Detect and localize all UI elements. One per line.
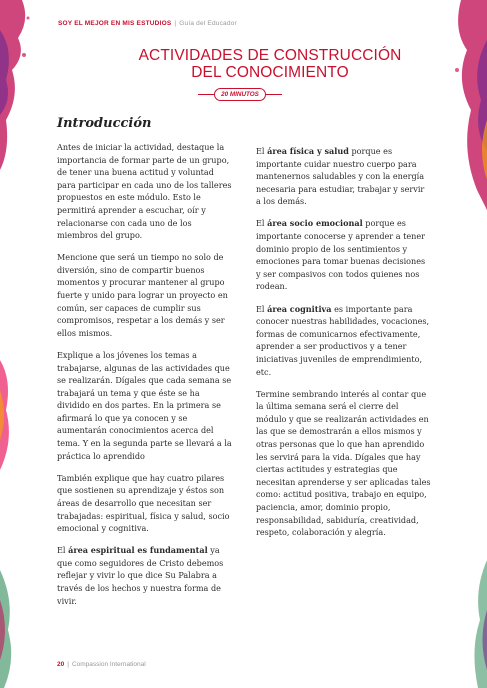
bold-term: área cognitiva	[267, 303, 332, 314]
section-heading: Introducción	[57, 116, 152, 131]
right-column	[256, 145, 431, 548]
text-span: El	[256, 218, 268, 229]
text-span: porque es importante conocerse y aprender a tener dominio propio de los sentimientos y emociones para tomar buenas decisiones y ser compasivos con todos quienes nos rodean.	[256, 218, 426, 292]
footer-organization: Compassion International	[71, 661, 146, 668]
bold-term: área física y salud	[267, 146, 349, 156]
paragraph-cognitive-area	[256, 303, 431, 379]
paragraph: Mencione que será un tiempo no solo de diversión, sino de compartir buenos momentos y procurar mantener al grupo fuerte y unido para lograr un proyecto en común, ser capaces de cumplir sus compromisos, respetar a los demás y ser ellos mismos.	[57, 252, 228, 338]
text-span: ya que como seguidores de Cristo debemos reflejar y vivir lo que dice Su Palabra a través de los hechos y nuestra forma de vivir.	[57, 545, 224, 606]
badge-rule-right	[266, 94, 282, 95]
paragraph: Termine sembrando interés al contar que la última semana será el cierre del módulo y que se realizarán actividades en las que se demostrarán a ellos mismos y otras personas que lo que han aprendido les servirá para la vida. Dígales que hay ciertas actitudes y estrategias que necesitan aprenderse y ser aplicadas tales como: actitud positiva, trabajo en equipo, paciencia, amor, dominio propio, responsabilidad, sabiduría, creatividad, respeto, colaboración y alegría.	[256, 388, 431, 538]
text-span: es importante para conocer nuestras habilidades, vocaciones, formas de comunicarnos efectivamente, aprender a ser productivos y a tener iniciativas juveniles de emprendimiento, etc.	[256, 303, 430, 377]
paint-splash-left-top	[0, 0, 40, 200]
badge-rule-left	[198, 94, 214, 95]
header-book-title: SOY EL MEJOR EN MIS ESTUDIOS	[58, 20, 172, 27]
paragraph: Explique a los jóvenes los temas a trabajarse, algunas de las actividades que se realizarán. Dígales que cada semana se trabajará un tema y que éste se ha dividido en dos partes. En la primera se afirmará lo que ya conocen y se aumentarán conocimientos acerca del tema. Y en la segunda parte se llevará a la práctica lo aprendido	[57, 349, 232, 461]
paint-splash-left-middle	[0, 360, 30, 480]
header-separator: |	[174, 20, 177, 27]
paragraph: También explique que hay cuatro pilares que sostienen su aprendizaje y éstos son áreas de desarrollo que necesitan ser trabajadas: espiritual, física y salud, socio emocional y cognitiva.	[57, 472, 230, 534]
text-span: El	[256, 303, 268, 314]
page-footer	[57, 661, 146, 668]
page-title-line-1: ACTIVIDADES DE CONSTRUCCIÓN	[138, 47, 402, 64]
page-title-line-2: DEL CONOCIMIENTO	[191, 64, 349, 81]
paragraph-spiritual-area	[57, 544, 233, 607]
duration-badge: 20 MINUTOS	[214, 88, 266, 101]
paint-splash-right-top	[447, 0, 487, 220]
text-span: El	[57, 545, 69, 556]
header-guide-label: Guía del Educador	[179, 20, 237, 27]
paint-splash-left-bottom	[0, 560, 30, 688]
page-title	[100, 47, 440, 81]
paragraph: Antes de iniciar la actividad, destaque la importancia de formar parte de un grupo, de tener una buena actitud y voluntad para participar en cada uno de los talleres propuestos en este módulo. Esto le permitirá aprender a escuchar, oír y relacionarse con cada uno de los miembros del grupo.	[57, 142, 232, 241]
page-number: 20	[57, 661, 65, 668]
paragraph-socio-emotional-area	[256, 217, 431, 293]
bold-term: área socio emocional	[267, 218, 363, 229]
text-span: porque es importante cuidar nuestro cuerpo para mantenernos saludables y con la energía necesaria para estudiar, trabajar y servir a los demás.	[256, 146, 425, 207]
bold-term: área espiritual es fundamental	[68, 545, 208, 556]
paragraph-physical-area	[256, 145, 431, 208]
running-header	[58, 20, 237, 27]
left-column	[57, 141, 233, 617]
text-span: El	[256, 146, 268, 156]
paint-splash-right-bottom	[450, 560, 487, 688]
footer-separator: |	[67, 661, 69, 668]
